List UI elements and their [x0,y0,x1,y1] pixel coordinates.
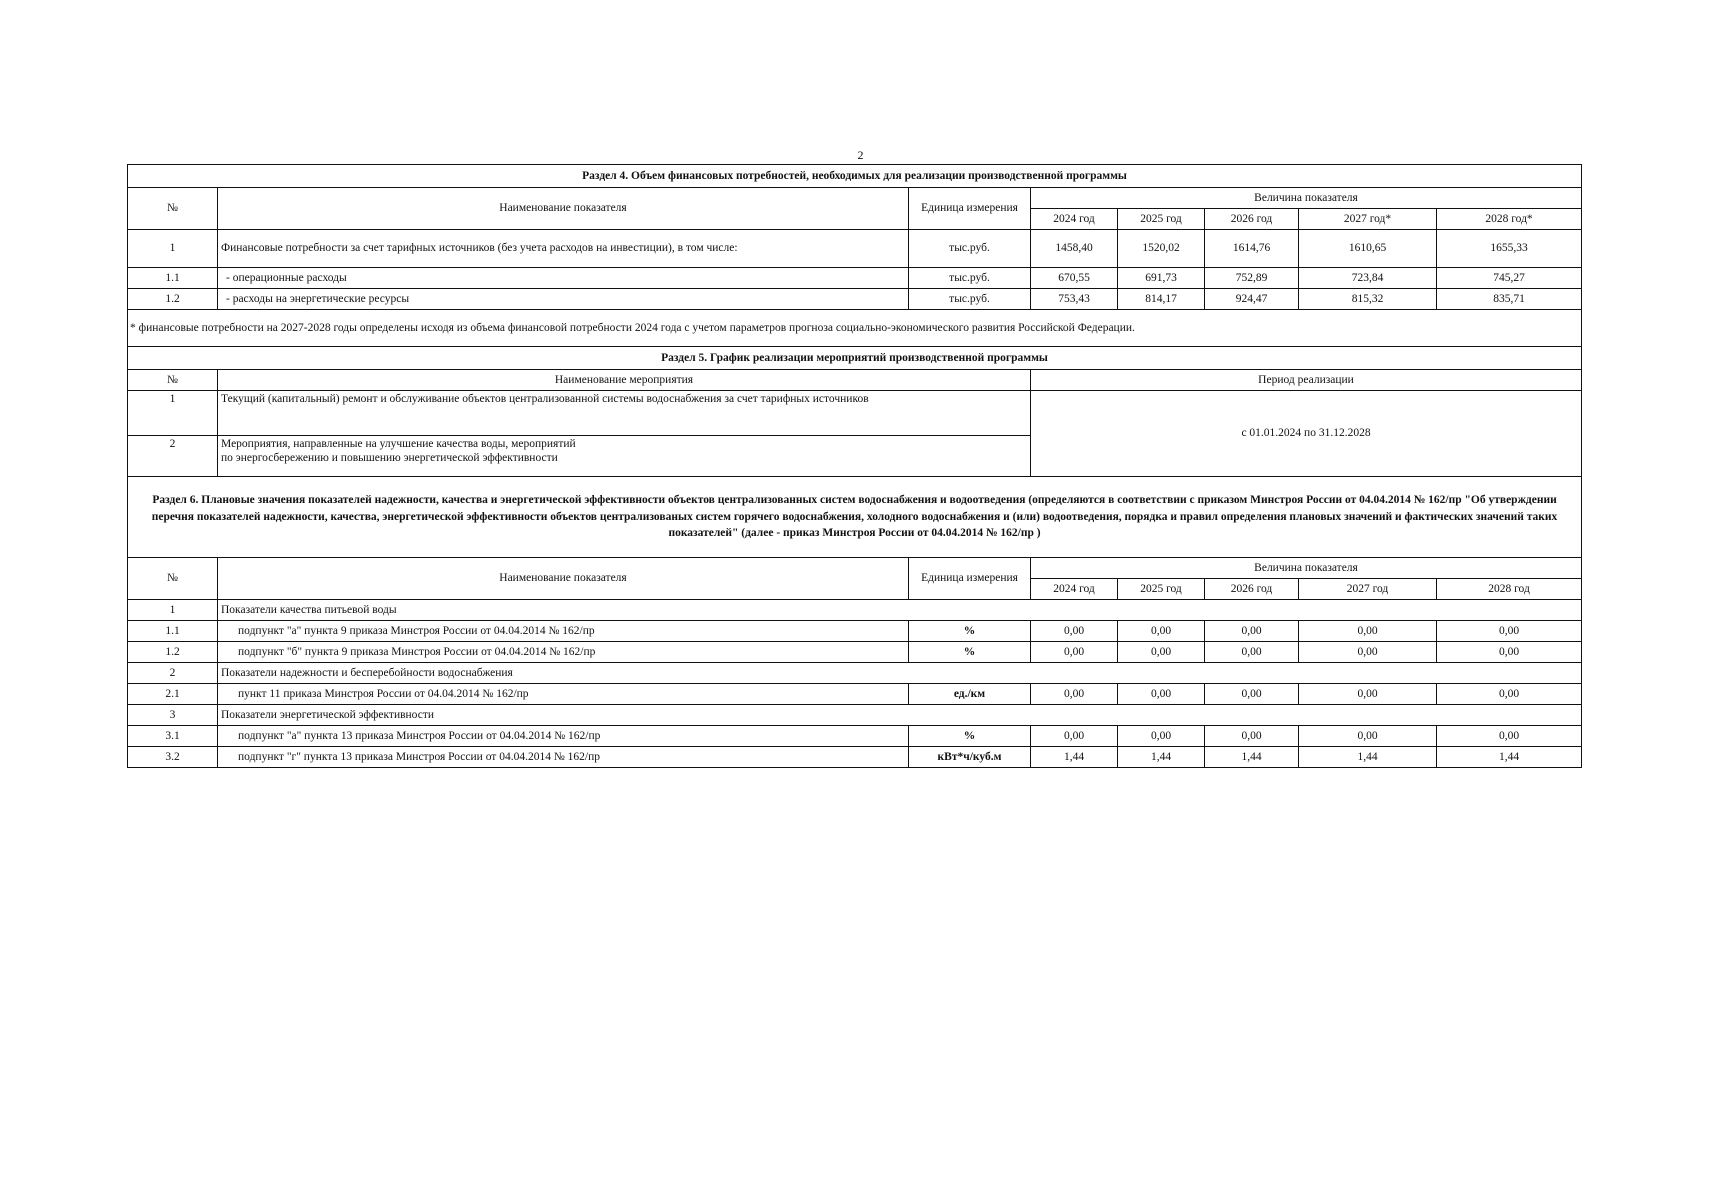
section4-col-unit: Единица измерения [909,188,1031,230]
row-name: пункт 11 приказа Минстроя России от 04.04.2014 № 162/пр [218,684,909,705]
row-value: 0,00 [1299,726,1437,747]
row-value: 0,00 [1031,621,1118,642]
section4-title: Раздел 4. Объем финансовых потребностей, необходимых для реализации производственной программы [128,165,1582,188]
row-number: 1.1 [128,268,218,289]
production-program-table [127,164,1582,768]
row-number: 3.2 [128,747,218,768]
row-number: 2.1 [128,684,218,705]
section6-col-unit: Единица измерения [909,558,1031,600]
row-value: 1,44 [1031,747,1118,768]
section4-note-row [128,310,1582,347]
row-unit: тыс.руб. [909,289,1031,310]
section5-col-period: Период реализации [1031,370,1582,391]
row-value: 814,17 [1118,289,1205,310]
row-value: 0,00 [1299,621,1437,642]
implementation-period: с 01.01.2024 по 31.12.2028 [1031,391,1582,477]
row-unit: кВт*ч/куб.м [909,747,1031,768]
row-number: 1.1 [128,621,218,642]
section6-title-row [128,477,1582,558]
section6-year: 2027 год [1299,579,1437,600]
table-row [128,289,1582,310]
table-row [128,621,1582,642]
section4-year: 2026 год [1205,209,1299,230]
section4-year: 2025 год [1118,209,1205,230]
row-value: 0,00 [1118,621,1205,642]
row-number: 2 [128,663,218,684]
row-value: 0,00 [1437,621,1582,642]
row-name-line: по энергосбережению и повышению энергетической эффективности [221,452,558,465]
row-value: 0,00 [1299,684,1437,705]
row-name-line: Мероприятия, направленные на улучшение качества воды, мероприятий [221,438,576,450]
row-value: 0,00 [1437,642,1582,663]
row-name: - операционные расходы [218,268,909,289]
row-value: 0,00 [1437,684,1582,705]
row-value: 1,44 [1205,747,1299,768]
section6-year: 2025 год [1118,579,1205,600]
row-value: 1458,40 [1031,230,1118,268]
row-unit: ед./км [909,684,1031,705]
row-value: 691,73 [1118,268,1205,289]
row-unit: % [909,621,1031,642]
group-row [128,663,1582,684]
section4-year: 2027 год* [1299,209,1437,230]
row-value: 924,47 [1205,289,1299,310]
row-number: 3.1 [128,726,218,747]
page-number: 2 [857,148,864,162]
section4-year: 2028 год* [1437,209,1582,230]
table-row [128,726,1582,747]
section4-title-row [128,165,1582,188]
row-number: 1 [128,600,218,621]
row-value: 0,00 [1299,642,1437,663]
row-value: 1,44 [1437,747,1582,768]
section6-col-name: Наименование показателя [218,558,909,600]
row-value: 0,00 [1205,684,1299,705]
row-number: 2 [128,436,218,477]
section6-title: Раздел 6. Плановые значения показателей надежности, качества и энергетической эффективности объектов централизованных систем водоснабжения и водоотведения (определяются в соответствии с приказом Минстроя России от 04.04.2014 № 162/пр "Об утверждении перечня показателей надежности, качества, энергетической эффективности объектов централизованых систем горячего водоснабжения, холодного водоснабжения и (или) водоотведения, порядка и правил определения плановых значений и фактических значений таких показателей" (далее - приказ Минстроя России от 04.04.2014 № 162/пр ) [128,477,1582,558]
group-name: Показатели качества питьевой воды [218,600,1582,621]
row-value: 0,00 [1205,726,1299,747]
section5-title: Раздел 5. График реализации мероприятий производственной программы [128,347,1582,370]
row-value: 723,84 [1299,268,1437,289]
table-row [128,268,1582,289]
row-value: 1520,02 [1118,230,1205,268]
row-name: подпункт "б" пункта 9 приказа Минстроя России от 04.04.2014 № 162/пр [218,642,909,663]
group-row [128,600,1582,621]
row-unit: % [909,642,1031,663]
section4-footnote: * финансовые потребности на 2027-2028 годы определены исходя из объема финансовой потребности 2024 года с учетом параметров прогноза социально-экономического развития Российской Федерации. [128,310,1582,347]
section4-col-no: № [128,188,218,230]
row-value: 752,89 [1205,268,1299,289]
row-value: 815,32 [1299,289,1437,310]
section6-col-no: № [128,558,218,600]
row-value: 670,55 [1031,268,1118,289]
row-value: 0,00 [1118,642,1205,663]
table-row [128,391,1582,436]
row-value: 1,44 [1299,747,1437,768]
section4-header-row [128,188,1582,209]
section4-col-value: Величина показателя [1031,188,1582,209]
section6-year: 2024 год [1031,579,1118,600]
row-number: 3 [128,705,218,726]
row-number: 1.2 [128,289,218,310]
group-name: Показатели надежности и бесперебойности водоснабжения [218,663,1582,684]
row-value: 0,00 [1205,621,1299,642]
row-value: 0,00 [1118,726,1205,747]
group-row [128,705,1582,726]
row-name: подпункт "а" пункта 13 приказа Минстроя России от 04.04.2014 № 162/пр [218,726,909,747]
row-value: 1610,65 [1299,230,1437,268]
row-value: 745,27 [1437,268,1582,289]
row-value: 0,00 [1205,642,1299,663]
section4-year: 2024 год [1031,209,1118,230]
row-value: 835,71 [1437,289,1582,310]
table-row [128,230,1582,268]
row-value: 1655,33 [1437,230,1582,268]
row-unit: % [909,726,1031,747]
row-name: - расходы на энергетические ресурсы [218,289,909,310]
row-name: Текущий (капитальный) ремонт и обслуживание объектов централизованной системы водоснабжения за счет тарифных источников [218,391,1031,436]
row-value: 1614,76 [1205,230,1299,268]
table-row [128,642,1582,663]
row-value: 753,43 [1031,289,1118,310]
document-sheet [127,164,1581,768]
section6-year: 2026 год [1205,579,1299,600]
row-name [218,436,1031,477]
row-number: 1.2 [128,642,218,663]
row-value: 1,44 [1118,747,1205,768]
row-unit: тыс.руб. [909,230,1031,268]
row-value: 0,00 [1118,684,1205,705]
section6-header-row [128,558,1582,579]
row-value: 0,00 [1031,684,1118,705]
row-unit: тыс.руб. [909,268,1031,289]
row-number: 1 [128,391,218,436]
section6-year: 2028 год [1437,579,1582,600]
section5-col-no: № [128,370,218,391]
section4-col-name: Наименование показателя [218,188,909,230]
group-name: Показатели энергетической эффективности [218,705,1582,726]
row-name: подпункт "а" пункта 9 приказа Минстроя России от 04.04.2014 № 162/пр [218,621,909,642]
row-number: 1 [128,230,218,268]
row-name: подпункт "г" пункта 13 приказа Минстроя России от 04.04.2014 № 162/пр [218,747,909,768]
table-row [128,747,1582,768]
row-value: 0,00 [1031,726,1118,747]
section5-title-row [128,347,1582,370]
row-value: 0,00 [1437,726,1582,747]
section5-header-row [128,370,1582,391]
row-name: Финансовые потребности за счет тарифных источников (без учета расходов на инвестиции), в том числе: [218,230,909,268]
section6-col-value: Величина показателя [1031,558,1582,579]
table-row [128,684,1582,705]
section5-col-name: Наименование мероприятия [218,370,1031,391]
row-value: 0,00 [1031,642,1118,663]
